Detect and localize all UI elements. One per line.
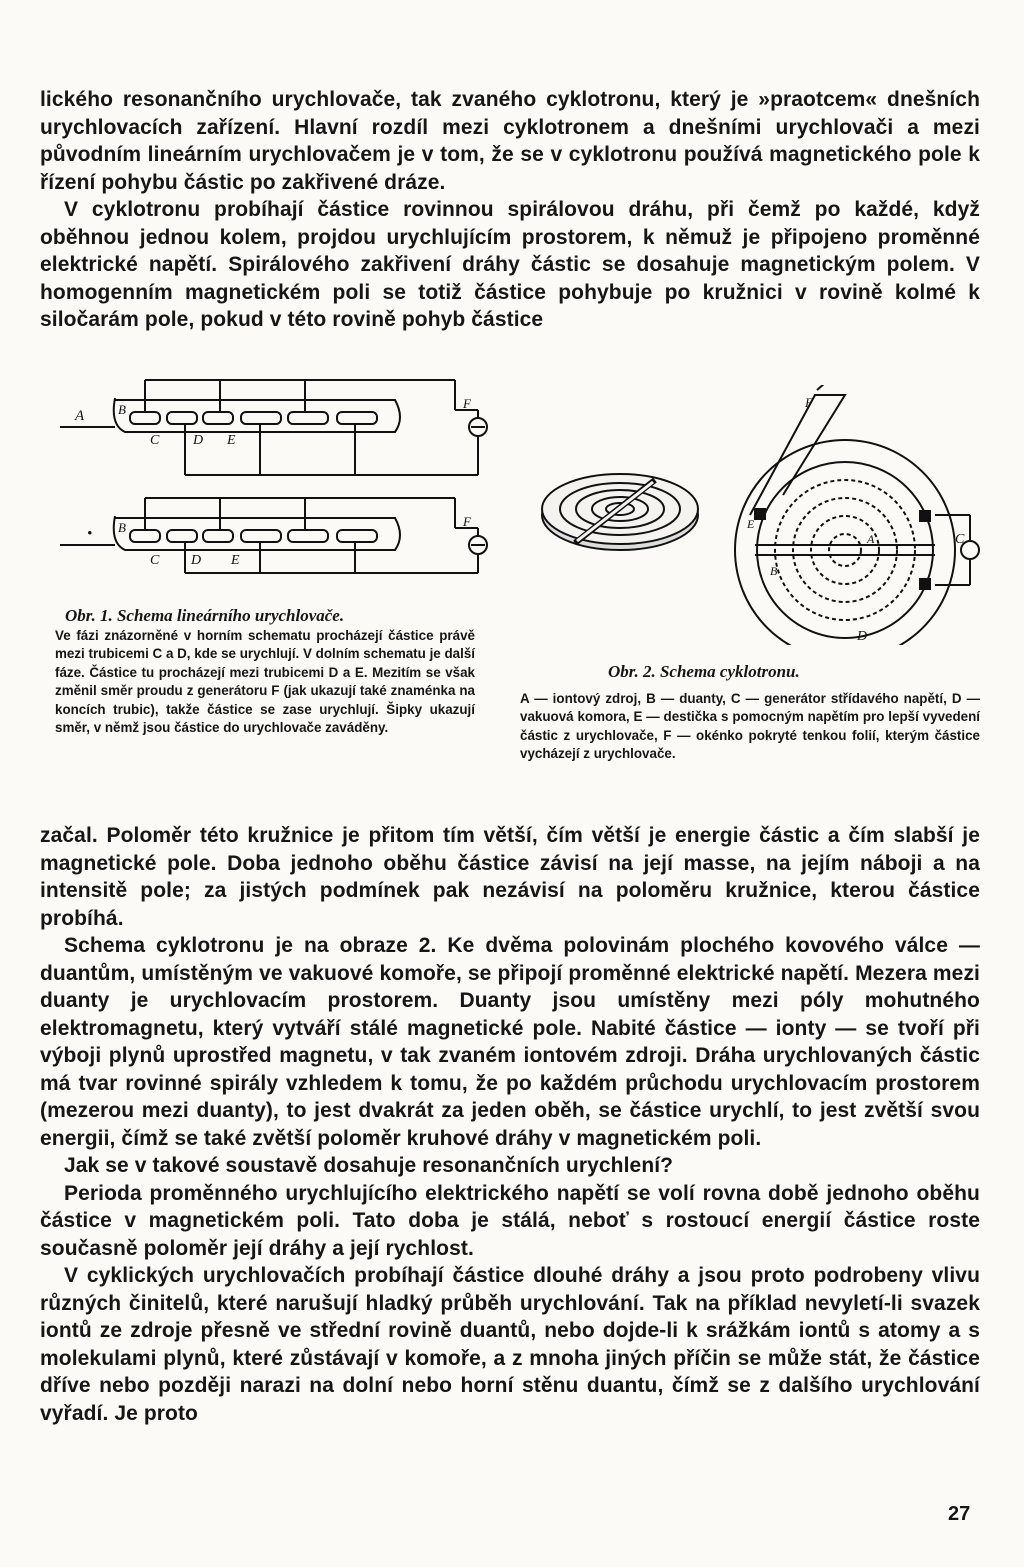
figure1-label-f: F — [463, 396, 471, 411]
linear-accelerator-upper-phase — [60, 380, 487, 475]
figure1-label-d: D — [193, 433, 204, 448]
paragraph: V cyklotronu probíhají částice rovinnou spirálovou dráhu, při čemž po každé, když oběhnou jednou kolem, projdou urychlujícím prostorem, k němuž je připojeno proměnné elektrické napětí. Spirálového zakřivení dráhy částic se dosahuje magnetickým polem. V homogenním magnetickém poli se totiž částice pohybuje po kružnici v rovině kolmé k siločarám pole, pokud v této rovině pohyb částice — [40, 198, 980, 331]
figure2-label-c: C — [955, 532, 965, 547]
paragraph: Jak se v takové soustavě dosahuje resonančních urychlení? — [64, 1154, 674, 1177]
figure1-label-d: D — [191, 553, 202, 568]
figure1-caption: Ve fázi znázorněné v horním schematu procházejí částice právě mezi trubicemi C a D, kde se urychlují. V dolním schematu je další fáze. Částice tu procházejí mezi trubicemi D a E. Mezitím se však změnil směr proudu z generátoru F (jak ukazují také znaménka na koncích trubic), takže částice se zase urychlují. Šipky ukazují směr, v němž jsou částice do urychlovače zaváděny. — [55, 628, 475, 736]
figure2-title: Obr. 2. Schema cyklotronu. — [608, 662, 800, 681]
cyclotron-top-view — [735, 385, 979, 645]
paragraph: Perioda proměnného urychlujícího elektrického napětí se volí rovna době jednoho oběhu částice v magnetickém poli. Tato doba je stálá, neboť s rostoucí energií částice roste současně poloměr její dráhy a její rychlost. — [40, 1181, 980, 1260]
figure2-label-e: E — [747, 517, 755, 531]
figure1-label-bullet: • — [87, 526, 93, 542]
paragraph: V cyklických urychlovačích probíhají částice dlouhé dráhy a jsou proto podrobeny vlivu různých činitelů, které narušují hladký průběh urychlování. Tak na příklad nevyletí-li svazek iontů ze zdroje přesně ve střední rovině duantů, nebo dojde-li k srážkám iontů s atomy a s molekulami plynů, které zůstávají v komoře, a z mnoha jiných příčin se může stát, že částice dříve nebo později narazi na dolní nebo horní stěnu duantu, čímž se z dalšího urychlování vyřadí. Je proto — [40, 1264, 980, 1425]
figure2-label-a: A — [867, 532, 875, 546]
figure1-label-e: E — [231, 553, 240, 568]
figure2-label-f: F — [805, 395, 813, 410]
figure2-label-b: B — [770, 564, 778, 578]
figure1-label-b: B — [118, 520, 126, 535]
figure2-caption: A — iontový zdroj, B — duanty, C — generátor střídavého napětí, D — vakuová komora, E — destička s pomocným napětím pro lepší vyvedení částic z urychlovače, F — okénko pokryté tenkou folií, kterým částice vycházejí z urychlovače. — [520, 691, 980, 762]
figure1-label-c: C — [150, 553, 160, 568]
figure1-title: Obr. 1. Schema lineárního urychlovače. — [65, 606, 345, 625]
figure1-label-e: E — [227, 433, 236, 448]
linear-accelerator-lower-phase — [60, 498, 487, 573]
paragraph: lického resonančního urychlovače, tak zvaného cyklotronu, který je »praotcem« dnešních urychlovacích zařízení. Hlavní rozdíl mezi cyklotronem a dnešními urychlovači a mezi původním lineárním urychlovačem je v tom, že se v cyklotronu používá magnetického pole k řízení pohybu částic po zakřivené dráze. — [40, 88, 980, 194]
figure1-label-c: C — [150, 433, 160, 448]
text-top — [40, 86, 980, 334]
figure1-label-b: B — [118, 402, 126, 417]
figure1-label-a: A — [75, 408, 85, 424]
figure2-label-d: D — [857, 629, 868, 644]
paragraph: začal. Poloměr této kružnice je přitom tím větší, čím větší je energie částic a čím slabší je magnetické pole. Doba jednoho oběhu částice závisí na její masse, na jejím náboji a na intensitě pole; za jistých podmínek pak nezávisí na poloměru kružnice, kterou částice probíhá. — [40, 824, 980, 930]
cyclotron-figure — [515, 385, 985, 645]
page-number: 27 — [948, 1503, 971, 1525]
figure1-label-f: F — [463, 514, 471, 529]
paragraph: Schema cyklotronu je na obraze 2. Ke dvěma polovinám plochého kovového válce — duantům, umístěným ve vakuové komoře, se připojí proměnné elektrické napětí. Mezera mezi duanty je urychlovacím prostorem. Duanty jsou umístěny mezi póly mohutného elektromagnetu, který vytváří stálé magnetické pole. Nabité částice — ionty — se tvoří při výboji plynů uprostřed magnetu, v tak zvaném iontovém zdroji. Dráha urychlovaných částic má tvar rovinné spirály vzhledem k tomu, že po každém průchodu urychlovacím prostorem (mezerou mezi duanty), to jest dvakrát za jeden oběh, se částice urychlí, to jest zvětší svou energii, čímž se také zvětší poloměr kruhové dráhy v magnetickém poli. — [40, 934, 980, 1150]
cyclotron-dee-disk — [542, 474, 698, 550]
text-bottom — [40, 822, 980, 1427]
linear-accelerator-figure — [55, 370, 505, 600]
